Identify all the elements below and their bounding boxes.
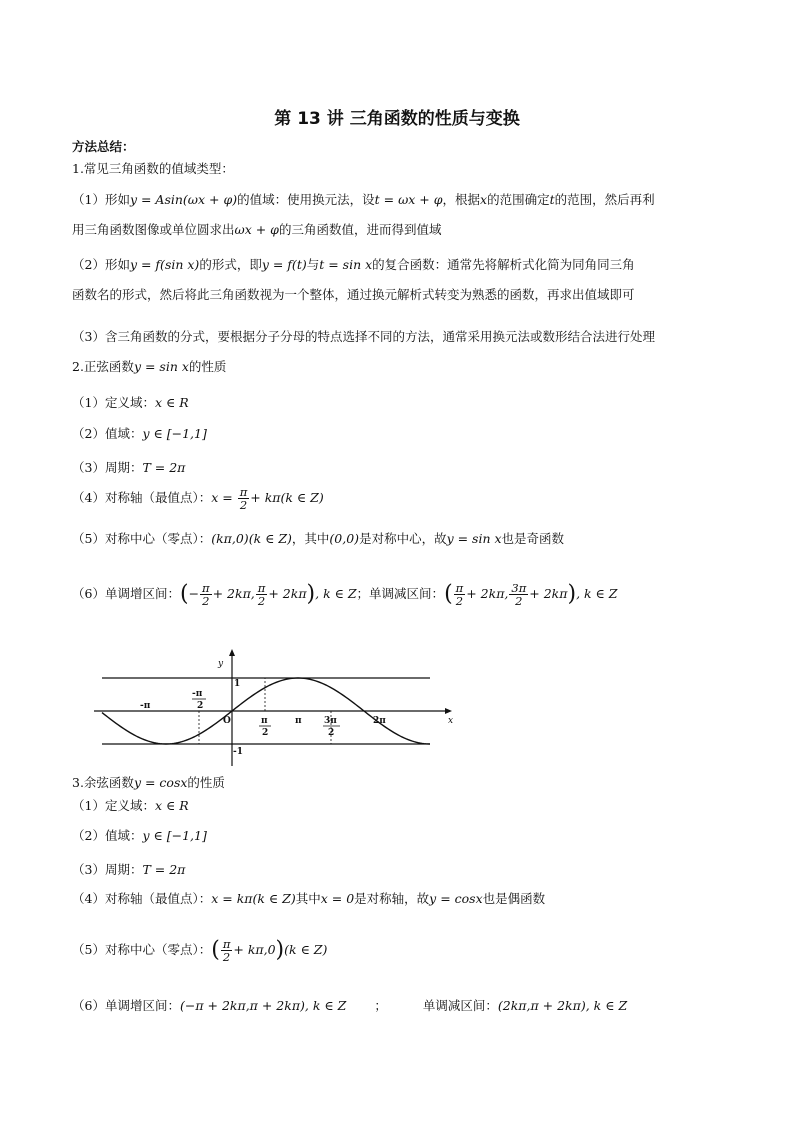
s3-monotonic-intervals: （6）单调增区间：(−π + 2kπ,π + 2kπ), k ∈ Z ； 单调减区间：(2kπ,π + 2kπ), k ∈ Z <box>72 998 628 1013</box>
s2-range: （2）值域：y ∈ [−1,1] <box>72 426 207 441</box>
s2-monotonic-intervals: （6）单调增区间：(− $\frac{\pi}{2}$ + 2kπ, $\frac{\pi}{2}$ + 2kπ), k ∈ Z；单调减区间：( $\frac{\pi}{2}$ + 2kπ, $\frac{3\pi}{2}$ + 2kπ), k ∈ Z <box>72 581 618 608</box>
tick-half-pi-num: π <box>261 716 268 726</box>
origin-label: O <box>223 716 231 726</box>
s1-item-3: （3）含三角函数的分式，要根据分子分母的特点选择不同的方法，通常采用换元法或数形结合法进行处理 <box>72 329 655 344</box>
s3-period: （3）周期：T = 2π <box>72 862 186 877</box>
tick-half-pi-den: 2 <box>262 728 269 738</box>
sine-graph <box>92 628 468 768</box>
tick-neg-half-pi-num: -π <box>192 689 203 699</box>
tick-neg-half-pi-den: 2 <box>197 701 204 711</box>
y-axis-arrow <box>229 649 235 656</box>
y-axis-label: y <box>218 659 224 669</box>
s2-center-of-symmetry: （5）对称中心（零点）：(kπ,0)(k ∈ Z)，其中(0,0)是对称中心，故y = sin x也是奇函数 <box>72 531 565 546</box>
tick-neg-pi: -π <box>140 701 151 711</box>
s1-item-2-line-2: 函数名的形式，然后将此三角函数视为一个整体，通过换元解析式转变为熟悉的函数，再求出值域即可 <box>72 287 635 302</box>
tick-pi: π <box>295 716 302 726</box>
s3-axis-of-symmetry: （4）对称轴（最值点）：x = kπ(k ∈ Z)其中x = 0是对称轴，故y = cosx也是偶函数 <box>72 891 546 906</box>
s1-item-1-line-1: （1）形如y = Asin(ωx + φ)的值域：使用换元法，设t = ωx + φ，根据x的范围确定t的范围，然后再利 <box>72 192 655 207</box>
x-axis-arrow <box>445 708 452 714</box>
s2-domain: （1）定义域：x ∈ R <box>72 395 189 410</box>
s2-axis-of-symmetry: （4）对称轴（最值点）：x = $\frac{\pi}{2}$ + kπ(k ∈ Z) <box>72 485 324 512</box>
x-axis-label: x <box>448 716 454 726</box>
s3-domain: （1）定义域：x ∈ R <box>72 798 189 813</box>
s3-range: （2）值域：y ∈ [−1,1] <box>72 828 207 843</box>
s1-item-2-line-1: （2）形如y = f(sin x)的形式，即y = f(t)与t = sin x的复合函数：通常先将解析式化简为同角同三角 <box>72 257 635 272</box>
page-title: 第 13 讲 三角函数的性质与变换 <box>274 109 520 129</box>
section-3-title: 3.余弦函数y = cosx的性质 <box>72 775 225 790</box>
tick-one: 1 <box>234 679 241 689</box>
tick-two-pi: 2π <box>373 716 386 726</box>
s3-center-of-symmetry: （5）对称中心（零点）：( $\frac{\pi}{2}$ + kπ,0)(k ∈ Z) <box>72 937 328 964</box>
method-summary-heading: 方法总结： <box>72 139 135 154</box>
tick-neg-one: -1 <box>233 747 243 757</box>
s2-period: （3）周期：T = 2π <box>72 460 186 475</box>
tick-three-half-pi-den: 2 <box>328 728 335 738</box>
section-2-title: 2.正弦函数y = sin x的性质 <box>72 359 227 374</box>
s1-item-1-line-2: 用三角函数图像或单位圆求出ωx + φ的三角函数值，进而得到值域 <box>72 222 442 237</box>
section-1-title: 1.常见三角函数的值域类型： <box>72 161 234 176</box>
tick-three-half-pi-num: 3π <box>324 716 337 726</box>
